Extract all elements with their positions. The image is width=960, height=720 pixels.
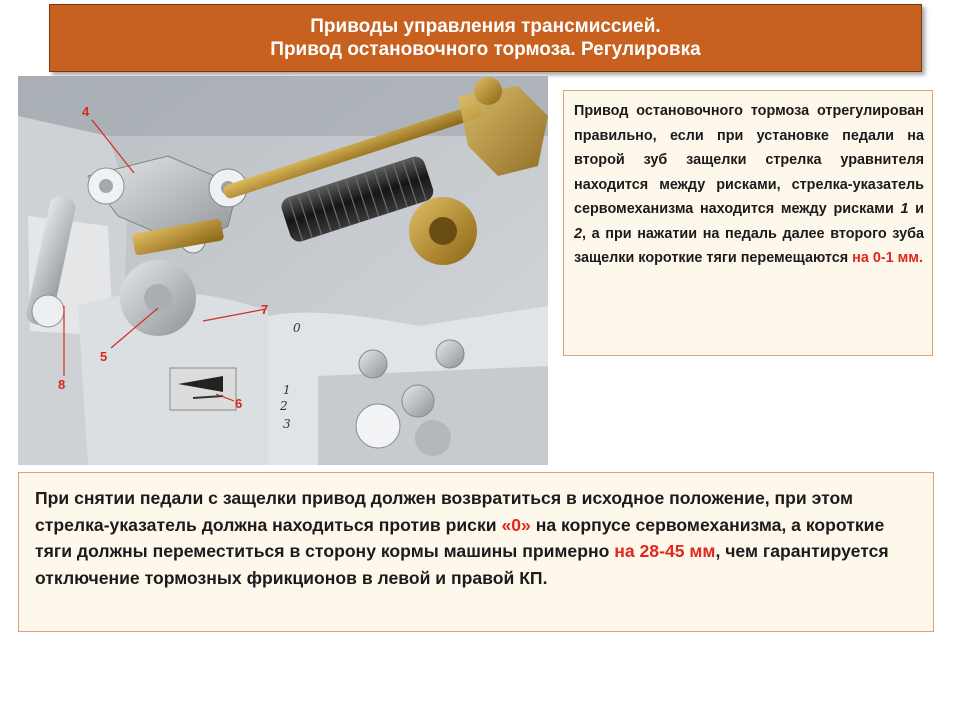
release-condition-text: При снятии педали с защелки привод должен возвратиться в исходное положение, при этом стрелка-указатель должна находиться против риски «0» на корпусе сервомеханизма, а короткие тяги должны переместиться в сторону кормы машины примерно на 28-45 мм, чем гарантируется отключение тормозных фрикционов в левой и правой КП. <box>35 488 889 588</box>
adjustment-condition-text: Привод остановочного тормоза отрегулирован правильно, если при установке педали на второй зуб защелки стрелка уравнителя находится между рисками, стрелка-указатель сервомеханизма находится между рисками 1 и 2, а при нажатии на педаль далее второго зуба защелки короткие тяги перемещаются на 0-1 мм. <box>574 103 924 266</box>
slide-title-line-1: Приводы управления трансмиссией. <box>310 16 661 37</box>
callout-4: 4 <box>82 104 90 119</box>
travel-range-highlight: на 28-45 мм <box>614 541 716 561</box>
callout-7: 7 <box>261 302 269 317</box>
release-condition-note <box>18 472 934 632</box>
slide-title-bar <box>49 4 922 72</box>
scale-mark-0: 0 <box>293 321 301 335</box>
travel-value-highlight: на 0-1 мм. <box>852 250 923 266</box>
mark-1: 1 <box>900 201 909 217</box>
slide-title-line-2: Привод остановочного тормоза. Регулировка <box>270 39 701 60</box>
callout-8: 8 <box>58 377 66 392</box>
mark-2: 2 <box>574 225 583 242</box>
callout-6: 6 <box>235 396 243 411</box>
callout-5: 5 <box>100 349 108 364</box>
adjustment-condition-note <box>563 90 933 356</box>
zero-mark-highlight: «0» <box>501 514 531 535</box>
scale-mark-1: 1 <box>283 383 291 397</box>
scale-mark-2: 2 <box>280 399 288 413</box>
brake-drive-illustration <box>18 76 548 465</box>
scale-mark-3: 3 <box>283 417 291 431</box>
